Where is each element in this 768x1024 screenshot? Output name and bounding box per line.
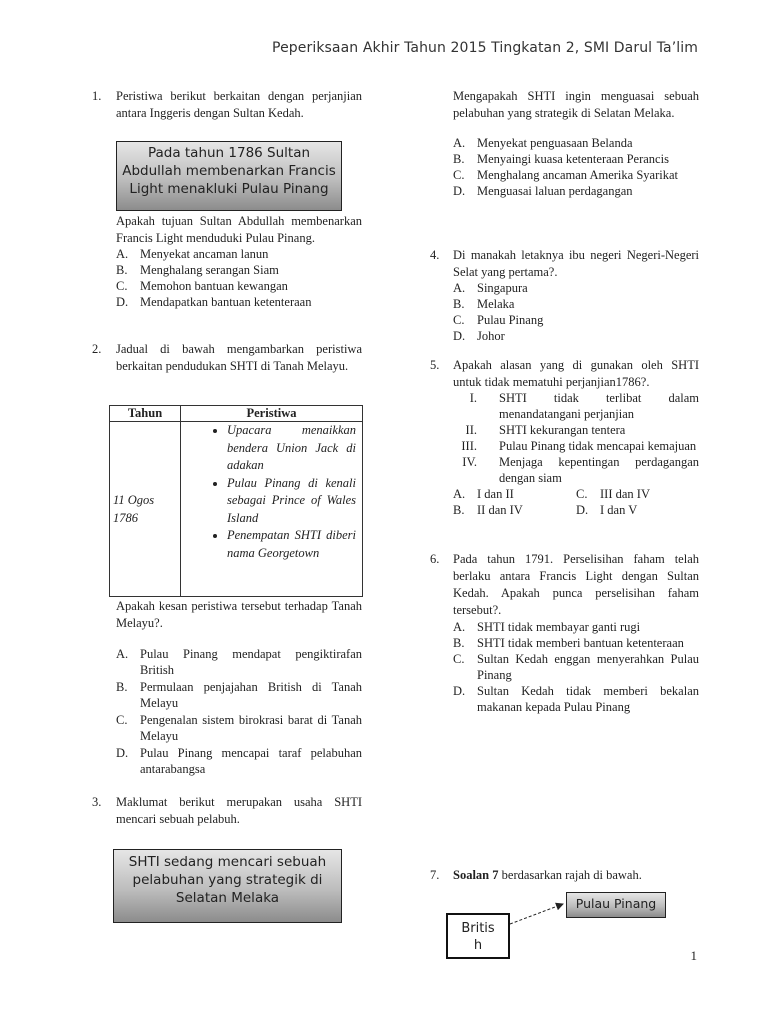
statement-item: IV. Menjaga kepentingan perdagangan dengan siam xyxy=(462,455,699,485)
option-a[interactable]: A. I dan II xyxy=(453,487,514,501)
event-item: • Upacara menaikkan bendera Union Jack di adakan xyxy=(227,422,356,475)
question-3-body xyxy=(453,88,699,199)
option-a[interactable]: A. SHTI tidak membayar ganti rugi xyxy=(453,620,641,634)
question-7 xyxy=(430,867,699,884)
option-b[interactable]: B. Melaka xyxy=(453,297,515,311)
question-6 xyxy=(430,551,699,715)
option-a[interactable]: A. Menyekat penguasaan Belanda xyxy=(453,136,633,150)
question-1 xyxy=(92,88,362,121)
question-3 xyxy=(92,794,362,827)
option-b[interactable]: B. Menyaingi kuasa ketenteraan Perancis xyxy=(453,152,669,166)
question-text: Apakah tujuan Sultan Abdullah membenarkan Francis Light menduduki Pulau Pinang. xyxy=(116,214,362,245)
question-2 xyxy=(92,341,362,374)
option-d[interactable]: D. Menguasai laluan perdagangan xyxy=(453,184,633,198)
question-2-body xyxy=(116,598,362,631)
question-text: Apakah kesan peristiwa tersebut terhadap Tanah Melayu?. xyxy=(116,599,362,630)
option-d[interactable]: D. Pulau Pinang mencapai taraf pelabuhan antarabangsa xyxy=(116,746,362,776)
question-text: Mengapakah SHTI ingin menguasai sebuah pelabuhan yang strategik di Selatan Melaka. xyxy=(453,89,699,120)
question-number: 7. xyxy=(430,868,440,882)
table-cell-date: 11 Ogos 1786 xyxy=(110,422,181,597)
statement-list xyxy=(453,390,699,486)
option-d[interactable]: D. Mendapatkan bantuan ketenteraan xyxy=(116,295,312,309)
option-a[interactable]: A. Menyekat ancaman lanun xyxy=(116,247,269,261)
question-stem: Apakah alasan yang di gunakan oleh SHTI untuk tidak mematuhi perjanjian1786?. xyxy=(453,358,699,389)
option-c[interactable]: C. Memohon bantuan kewangan xyxy=(116,279,288,293)
diagram-box-british: British xyxy=(446,913,510,959)
option-d[interactable]: D. Sultan Kedah tidak memberi bekalan makanan kepada Pulau Pinang xyxy=(453,684,699,714)
table-header-peristiwa: Peristiwa xyxy=(181,406,363,422)
diagram-box-pulau-pinang: Pulau Pinang xyxy=(566,892,666,918)
statement-item: III. Pulau Pinang tidak mencapai kemajuan xyxy=(461,439,697,453)
question-5 xyxy=(430,357,699,518)
question-ref: Soalan 7 xyxy=(453,868,499,882)
question-1-body xyxy=(116,213,362,310)
option-c[interactable]: C. Sultan Kedah enggan menyerahkan Pulau Pinang xyxy=(453,652,699,682)
page-number: 1 xyxy=(690,948,697,963)
diagram-arrow-icon xyxy=(508,898,570,928)
question-stem: Peristiwa berikut berkaitan dengan perjanjian antara Inggeris dengan Sultan Kedah. xyxy=(116,89,362,120)
option-list xyxy=(453,619,699,715)
question-number: 4. xyxy=(430,248,440,262)
question-stem: Pada tahun 1791. Perselisihan faham telah berlaku antara Francis Light dengan Sultan Kedah. Apakah punca perselisihan faham tersebut?. xyxy=(453,552,699,617)
event-item: • Pulau Pinang di kenali sebagai Prince of Wales Island xyxy=(227,475,356,528)
statement-item: I. SHTI tidak terlibat dalam menandatangani perjanjian xyxy=(469,391,699,421)
page-header: Peperiksaan Akhir Tahun 2015 Tingkatan 2, SMI Darul Ta’lim xyxy=(272,40,698,56)
option-a[interactable]: A. Pulau Pinang mendapat pengiktirafan British xyxy=(116,647,362,677)
option-d[interactable]: D. I dan V xyxy=(576,503,638,517)
option-c[interactable]: C. Menghalang ancaman Amerika Syarikat xyxy=(453,168,678,182)
table-header-tahun: Tahun xyxy=(110,406,181,422)
option-a[interactable]: A. Singapura xyxy=(453,281,528,295)
option-b[interactable]: B. II dan IV xyxy=(453,503,523,517)
question-number: 3. xyxy=(92,795,102,809)
info-box: Pada tahun 1786 Sultan Abdullah membenarkan Francis Light menakluki Pulau Pinang xyxy=(116,141,342,211)
info-box: SHTI sedang mencari sebuah pelabuhan yang strategik di Selatan Melaka xyxy=(113,849,342,923)
events-table xyxy=(109,405,363,597)
question-stem: Di manakah letaknya ibu negeri Negeri-Negeri Selat yang pertama?. xyxy=(453,248,699,279)
question-number: 2. xyxy=(92,342,102,356)
option-b[interactable]: B. SHTI tidak memberi bantuan ketenteraan xyxy=(453,636,684,650)
option-list xyxy=(453,135,699,199)
option-b[interactable]: B. Permulaan penjajahan British di Tanah Melayu xyxy=(116,680,362,710)
event-item: • Penempatan SHTI diberi nama Georgetown xyxy=(227,527,356,562)
statement-item: II. SHTI kekurangan tentera xyxy=(465,423,626,437)
option-c[interactable]: C. Pulau Pinang xyxy=(453,313,544,327)
option-grid xyxy=(453,486,699,502)
option-list xyxy=(116,646,362,777)
option-grid xyxy=(453,502,699,518)
question-stem: Maklumat berikut merupakan usaha SHTI mencari sebuah pelabuh. xyxy=(116,795,362,826)
table-cell-events xyxy=(181,422,363,597)
question-stem: berdasarkan rajah di bawah. xyxy=(498,868,642,882)
option-d[interactable]: D. Johor xyxy=(453,329,505,343)
option-list xyxy=(453,280,699,344)
option-b[interactable]: B. Menghalang serangan Siam xyxy=(116,263,279,277)
option-c[interactable]: C. Pengenalan sistem birokrasi barat di Tanah Melayu xyxy=(116,713,362,743)
option-c[interactable]: C. III dan IV xyxy=(576,487,650,501)
option-list xyxy=(116,246,362,310)
question-number: 1. xyxy=(92,89,102,103)
question-number: 6. xyxy=(430,552,440,566)
question-4 xyxy=(430,247,699,344)
question-number: 5. xyxy=(430,358,440,372)
question-stem: Jadual di bawah mengambarkan peristiwa berkaitan pendudukan SHTI di Tanah Melayu. xyxy=(116,342,362,373)
